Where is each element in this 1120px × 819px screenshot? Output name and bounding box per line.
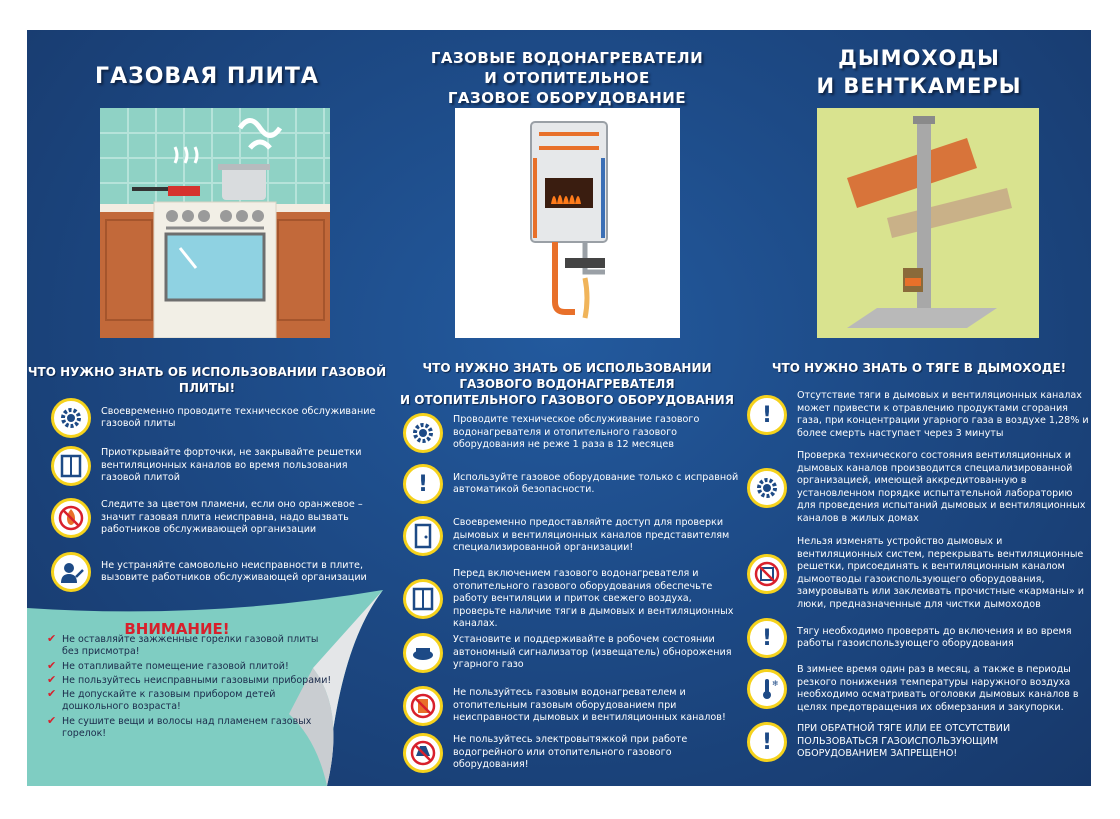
warning-title: ВНИМАНИЕ! — [124, 620, 230, 638]
gas-stove-illustration — [100, 108, 330, 338]
item-text: Тягу необходимо проверять до включения и во время работы газоиспользующего оборудования — [797, 625, 1072, 649]
warning-item: ✔ Не пользуйтесь неисправными газовыми приборами! — [47, 672, 332, 686]
list-item — [403, 733, 743, 773]
item-text: Установите и поддерживайте в робочем состоянии автономный сигнализатор (извещатель) обнорожения угарного газо — [453, 634, 732, 671]
svg-text:❄: ❄ — [772, 679, 779, 688]
item-text: Нельзя изменять устройство дымовых и вентиляционных систем, перекрывать вентиляционные решетки, присоединять к вентиляционным каналом дымоотводы газоиспользующего оборудования, замуровывать или заклеивать прочистные «карманы» и люки, предназначенные для чистки дымоходов — [797, 536, 1084, 610]
gear-tools-icon — [403, 413, 443, 453]
door-icon — [403, 516, 443, 556]
item-text: Своевременно проводите техническое обслуживание газовой плиты — [101, 405, 376, 429]
item-text: Следите за цветом пламени, если оно оранжевое – значит газовая плита неисправна, надо вызвать работников обслуживающей организации — [101, 499, 363, 536]
chimney-illustration — [817, 108, 1039, 338]
exclamation-icon: ! — [403, 464, 443, 504]
column-water-heaters — [387, 30, 747, 786]
list-item — [51, 398, 381, 438]
list-item — [747, 390, 1091, 440]
check-icon: ✔ — [47, 632, 57, 645]
column-chimneys — [747, 30, 1091, 786]
list-item — [403, 568, 743, 631]
gas-stove-title: ГАЗОВАЯ ПЛИТА — [95, 64, 319, 89]
list-item — [403, 516, 743, 556]
warning-item: ✔ Не оставляйте зажженные горелки газовой плиты без присмотра! — [47, 632, 319, 658]
list-item — [403, 413, 743, 453]
item-text: В зимнее время один раз в месяц, а также в периоды резкого понижения температуры наружного воздуха необходимо осматривать оголовки дымовых каналов в целях предотвращения их обмерзания и закупорки. — [797, 664, 1079, 713]
list-item — [403, 686, 743, 726]
list-item — [747, 664, 1091, 714]
water-heaters-title: ГАЗОВЫЕ ВОДОНАГРЕВАТЕЛИ И ОТОПИТЕЛЬНОЕ ГАЗОВОЕ ОБОРУДОВАНИЕ — [430, 49, 704, 107]
exclamation-icon: ! — [747, 618, 787, 658]
item-text: Приоткрывайте форточки, не закрывайте решетки вентиляционных каналов во время пользования газовой плитой — [101, 447, 362, 484]
gas-stove-heading: ЧТО НУЖНО ЗНАТЬ ОБ ИСПОЛЬЗОВАНИИ ГАЗОВОЙ ПЛИТЫ! — [27, 365, 387, 395]
window-icon — [403, 579, 443, 619]
gear-tools-icon — [51, 398, 91, 438]
cold-thermometer-icon — [747, 669, 787, 709]
no-heater-icon — [403, 686, 443, 726]
list-item — [747, 722, 1091, 762]
warning-item: ✔ Не допускайте к газовым прибором детей дошкольного возраста! — [47, 687, 276, 713]
item-text: Отсутствие тяги в дымовых и вентиляционных каналах может привести к отравлению продуктами сгорания газа, при концентрации угарного газа в воздухе 1,28% и более смерть наступает через 3 минуты — [797, 390, 1089, 439]
final-warning-text: ПРИ ОБРАТНОЙ ТЯГЕ ИЛИ ЕЕ ОТСУТСТВИИ ПОЛЬЗОВАТЬСЯ ГАЗОИСПОЛЬЗУЮЩИМ ОБОРУДОВАНИЕМ ЗАПРЕЩЕНО! — [797, 723, 1011, 760]
no-fire-icon — [51, 498, 91, 538]
item-text: Перед включением газового водонагревателя и отопительного газового оборудования обеспечьте работу вентиляции и приток свежего воздуха, проверьте наличие тяги в дымовых и вентиляционных каналах. — [453, 568, 734, 629]
warning-item: ✔ Не отапливайте помещение газовой плитой! — [47, 658, 289, 672]
item-text: Не пользуйтесь газовым водонагревателем и отопительным газовым оборудованием при неисправности дымовых и вентиляционных каналов! — [453, 687, 726, 724]
warning-item: ✔ Не сушите вещи и волосы над пламенем газовых горелок! — [47, 713, 312, 740]
water-heaters-heading: ЧТО НУЖНО ЗНАТЬ ОБ ИСПОЛЬЗОВАНИИ ГАЗОВОГО ВОДОНАГРЕВАТЕЛЯ И ОТОПИТЕЛЬНОГО ГАЗОВОГО ОБОРУДОВАНИЯ — [400, 361, 734, 407]
item-text: Используйте газовое оборудование только с исправной автоматикой безопасности. — [453, 471, 739, 495]
list-item — [747, 450, 1091, 525]
item-text: Не устраняйте самовольно неисправности в плите, вызовите работников обслуживающей организации — [101, 559, 367, 583]
exclamation-icon: ! — [747, 395, 787, 435]
list-item — [403, 464, 743, 504]
no-hood-icon — [403, 733, 443, 773]
smoke-detector-icon — [403, 633, 443, 673]
check-icon: ✔ — [47, 687, 57, 701]
window-icon — [51, 446, 91, 486]
item-text: Своевременно предоставляйте доступ для проверки дымовых и вентиляционных каналов представителям специализированной организации! — [453, 517, 730, 554]
chimneys-heading: ЧТО НУЖНО ЗНАТЬ О ТЯГЕ В ДЫМОХОДЕ! — [771, 361, 1067, 375]
item-text: Проверка технического состояния вентиляционных и дымовых каналов производится специализированной организацией, имеющей аккредитованную в установленном порядке испытательной лабораторию для проведения испытаний дымовых и вентиляционных каналов в жилых домах — [797, 450, 1086, 524]
check-icon: ✔ — [47, 713, 57, 727]
list-item — [51, 552, 381, 592]
list-item — [403, 633, 743, 673]
check-icon: ✔ — [47, 658, 57, 672]
list-item — [51, 498, 381, 538]
list-item — [747, 618, 1091, 658]
leaflet — [27, 30, 1091, 786]
worker-icon — [51, 552, 91, 592]
item-text: Проводите техническое обслуживание газового водонагревателя и отопительного газового оборудования не реже 1 раза в 12 месяцев — [453, 414, 700, 451]
gear-tools-icon — [747, 468, 787, 508]
exclamation-icon: ! — [747, 722, 787, 762]
no-vent-icon — [747, 554, 787, 594]
warning-list — [47, 634, 337, 742]
list-item — [51, 446, 381, 486]
column-gas-stove — [27, 30, 387, 786]
water-heater-illustration — [455, 108, 680, 338]
item-text: Не пользуйтесь электровытяжкой при работе водогрейного или отопительного газового оборудования! — [453, 734, 688, 771]
check-icon: ✔ — [47, 672, 57, 686]
list-item — [747, 536, 1091, 611]
chimneys-title: ДЫМОХОДЫ И ВЕНТКАМЕРЫ — [816, 46, 1022, 98]
